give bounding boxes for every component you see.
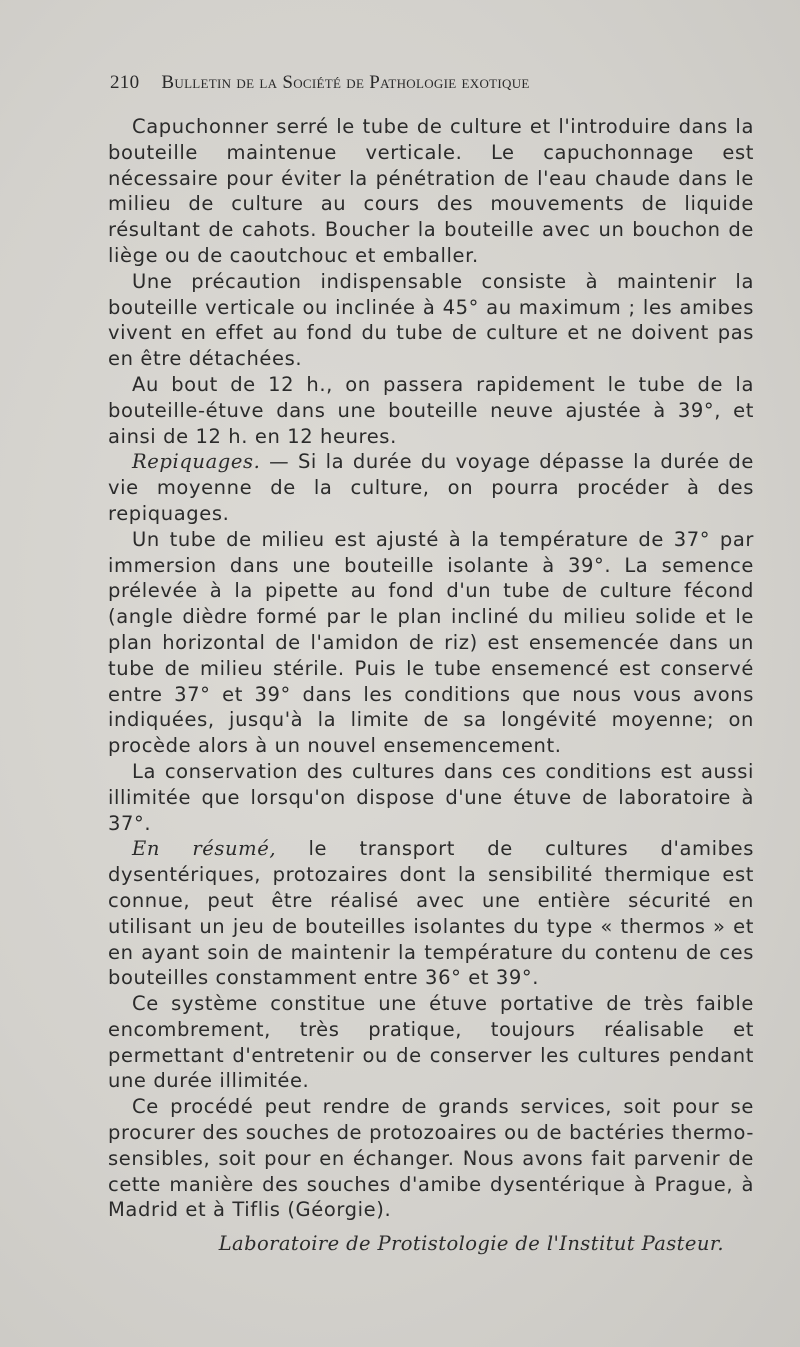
paragraph: Repiquages. — Si la durée du voyage dépasse la durée de vie moyenne de la culture, on pourra procéder à des repiquages. [108,450,754,525]
paragraph: En résumé, le transport de cultures d'amibes dysentériques, protozaires dont la sensibilité thermique est connue, peut être réalisé avec une entière sécurité en utilisant un jeu de bouteilles isolantes du type « thermos » et en ayant soin de maintenir la température du contenu de ces bouteilles constamment entre 36° et 39°. [108,837,754,990]
paragraph: Ce système constitue une étuve portative de très faible encombrement, très pratique, toujours réalisable et permettant d'entretenir ou de conserver les cultures pendant une durée illimitée. [108,992,754,1093]
paragraph: Une précaution indispensable consiste à maintenir la bouteille verticale ou inclinée à 45° au maximum ; les amibes vivent en effet au fond du tube de culture et ne doivent pas en être détachées. [108,269,754,371]
journal-title: Bulletin de la Société de Pathologie exotique [161,72,530,93]
paragraph: Ce procédé peut rendre de grands services, soit pour se procurer des souches de protozoaires ou de bactéries thermo-sensibles, soit pour en échanger. Nous avons fait parvenir de cette manière des souches d'amibe dysentérique à Prague, à Madrid et à Tiflis (Géorgie). [108,1095,754,1222]
signature: Laboratoire de Protistologie de l'Institut Pasteur. [218,1232,724,1256]
article-body [108,114,754,1257]
running-header [110,72,670,94]
paragraph: La conservation des cultures dans ces conditions est aussi illimitée que lorsqu'on dispose d'une étuve de laboratoire à 37°. [108,759,754,835]
paragraph: Capuchonner serré le tube de culture et l'introduire dans la bouteille maintenue verticale. Le capuchonnage est nécessaire pour éviter la pénétration de l'eau chaude dans le milieu de culture au cours des mouvements de liquide résultant de cahots. Boucher la bouteille avec un bouchon de liège ou de caoutchouc et emballer. [108,115,754,267]
section-lead: Repiquages. [132,450,261,474]
paragraph: Au bout de 12 h., on passera rapidement le tube de la bouteille-étuve dans une bouteille neuve ajustée à 39°, et ainsi de 12 h. en 12 heures. [108,372,754,448]
section-lead: En résumé, [132,837,277,861]
paragraph: Un tube de milieu est ajusté à la température de 37° par immersion dans une bouteille isolante à 39°. La semence prélevée à la pipette au fond d'un tube de culture fécond (angle dièdre formé par le plan incliné du milieu solide et le plan horizontal de l'amidon de riz) est ensemencée dans un tube de milieu stérile. Puis le tube ensemencé est conservé entre 37° et 39° dans les conditions que nous vous avons indiquées, jusqu'à la limite de sa longévité moyenne; on procède alors à un nouvel ensemencement. [108,527,754,758]
page-number: 210 [110,72,140,93]
